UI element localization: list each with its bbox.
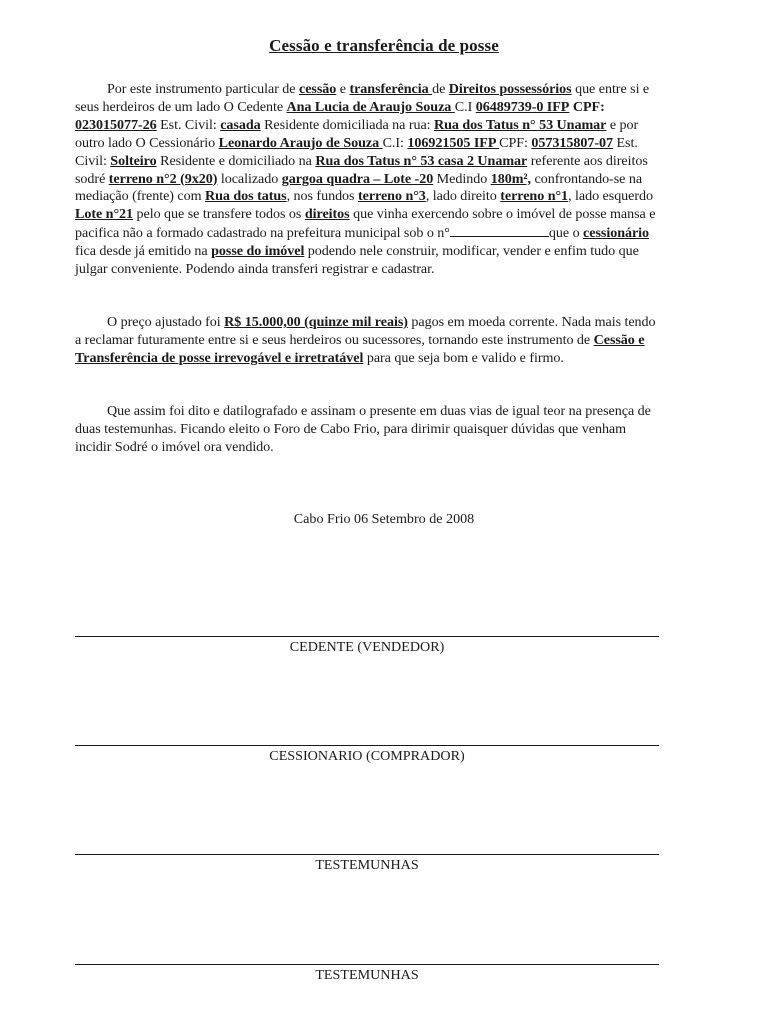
blank-field-line	[450, 224, 549, 237]
text-run: e	[336, 81, 350, 97]
cedente-id: 06489739-0 IFP	[475, 98, 570, 115]
emphasis-run: Cessão e Transferência de posse irrevogável e irretratável	[75, 331, 645, 366]
text-run: pagos em moeda corrente. Nada mais tendo a reclamar futuramente entre si e seus herdeiros ou sucessores, tornando este instrumento de	[75, 314, 656, 348]
property-area: 180m²,	[490, 170, 532, 187]
paragraph-parties	[75, 81, 660, 279]
text-run: podendo nele construir, modificar, vender e enfim tudo que julgar conveniente. Podendo ainda transferi registrar e cadastrar.	[75, 243, 639, 278]
signature-label: TESTEMUNHAS	[315, 967, 419, 983]
text-run: , nos fundos	[286, 188, 358, 205]
text-run: para que seja bom e valido e firmo.	[363, 349, 564, 366]
text-run: O preço ajustado foi	[107, 314, 225, 330]
cessionario-civil-status: Solteiro	[110, 152, 157, 169]
emphasis-run: cessão	[299, 81, 337, 97]
signature-label: CESSIONARIO (COMPRADOR)	[269, 748, 465, 764]
cessionario-id: 106921505 IFP	[407, 134, 500, 151]
text-run: que vinha exercendo sobre o imóvel de posse mansa e pacifica não a formado cadastrado na prefeitura municipal sob o n°	[75, 206, 656, 242]
text-run: C.I	[454, 98, 476, 115]
text-run: Medindo	[433, 170, 491, 187]
emphasis-run: cessionário	[583, 225, 650, 242]
signature-block-cedente	[75, 636, 659, 656]
emphasis-run: direitos	[304, 206, 350, 223]
text-run: confrontando-se na mediação (frente) com	[75, 170, 643, 205]
text-run: CPF:	[499, 134, 532, 151]
cedente-civil-status: casada	[220, 116, 261, 133]
front-boundary: Rua dos tatus	[204, 188, 287, 205]
signature-line	[75, 964, 659, 965]
left-boundary: Lote n°21	[75, 206, 134, 223]
signature-block-witness-1	[75, 854, 659, 874]
text-run: , lado direito	[425, 188, 501, 205]
text-run: Por este instrumento particular de	[107, 81, 299, 97]
cessionario-cpf: 057315807-07	[531, 134, 613, 151]
property-location: gargoa quadra – Lote -20	[281, 170, 434, 187]
paragraph-closing	[75, 403, 660, 457]
signature-label: TESTEMUNHAS	[315, 857, 419, 873]
text-run: Est. Civil:	[156, 116, 221, 133]
text-run: Que assim foi dito e datilografado e assinam o presente em duas vias de igual teor na presença de duas testemunhas. Ficando eleito o Foro de Cabo Frio, para dirimir quaisquer dúvidas que venham incidir Sodré o imóvel ora vendido.	[75, 403, 651, 455]
signature-line	[75, 854, 659, 855]
signature-block-cessionario	[75, 745, 659, 765]
text-run: C.I:	[382, 134, 408, 151]
text-run: Residente e domiciliado na	[156, 152, 316, 169]
emphasis-run: transferência	[349, 81, 433, 97]
cessionario-name: Leonardo Araujo de Souza	[218, 134, 383, 151]
paragraph-price	[75, 314, 660, 368]
document-title: Cessão e transferência de posse	[269, 36, 499, 55]
signature-label: CEDENTE (VENDEDOR)	[289, 639, 445, 655]
right-boundary: terreno n°1	[500, 188, 569, 205]
text-run: Est. Civil:	[75, 134, 638, 169]
text-run: pelo que se transfere todos os	[133, 206, 305, 223]
property-lot: terreno n°2 (9x20)	[108, 170, 218, 187]
emphasis-run: posse do imóvel	[211, 243, 305, 260]
text-run: localizado	[217, 170, 282, 187]
text-run: de	[432, 81, 449, 97]
signature-line	[75, 636, 659, 637]
text-run: que entre si e seus herdeiros de um lado O Cedente	[75, 81, 650, 115]
text-run: referente aos direitos sodré	[75, 152, 648, 187]
cedente-cpf: 023015077-26	[75, 116, 157, 133]
text-run: e por outro lado O Cessionário	[75, 116, 639, 151]
emphasis-run: Direitos possessórios	[448, 81, 572, 97]
date-line: Cabo Frio 06 Setembro de 2008	[293, 511, 475, 527]
back-boundary: terreno n°3	[357, 188, 426, 205]
signature-line	[75, 745, 659, 746]
text-run: Residente domiciliada na rua:	[260, 116, 434, 133]
text-run: que o	[548, 225, 584, 242]
text-run: fica desde já emitido na	[75, 243, 212, 260]
cessionario-address: Rua dos Tatus n° 53 casa 2 Unamar	[315, 152, 528, 169]
cedente-name: Ana Lucia de Araujo Souza	[286, 98, 455, 115]
price-amount: R$ 15.000,00 (quinze mil reais)	[224, 314, 408, 330]
cedente-address: Rua dos Tatus n° 53 Unamar	[434, 116, 607, 133]
signature-block-witness-2	[75, 964, 659, 984]
cpf-label: CPF:	[572, 98, 605, 115]
text-run: , lado esquerdo	[568, 188, 654, 205]
